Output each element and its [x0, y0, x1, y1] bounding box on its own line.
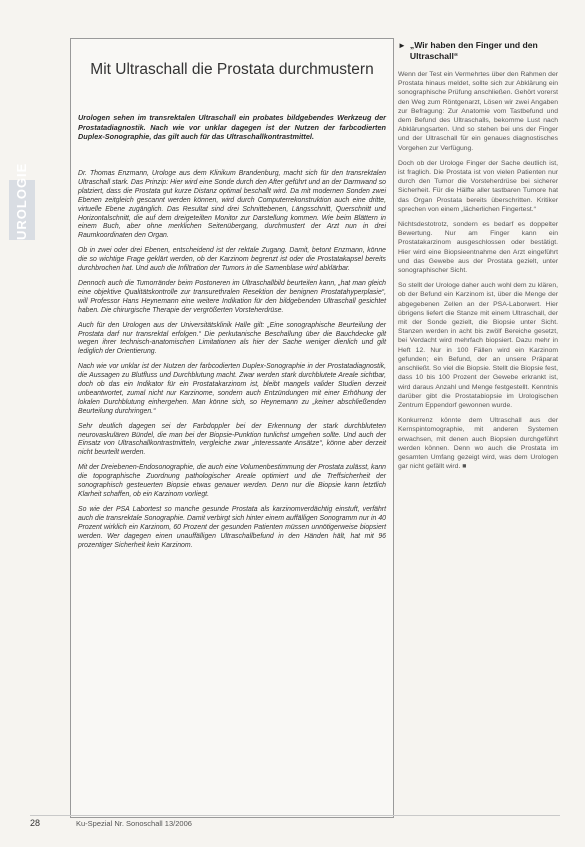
article-paragraph: Ob in zwei oder drei Ebenen, entscheidend ist der rektale Zugang. Damit, betont Enzmann, könne die so wichtige Frage geklärt werden, ob der Karzinom begrenzt ist oder die Prostatakapsel bereits durchbrochen hat. Und auch die Infiltration der Tumors in die Samenblase wird abklärbar.: [78, 247, 386, 273]
article-paragraph: Dr. Thomas Enzmann, Urologe aus dem Klinikum Brandenburg, macht sich für den transrektalen Ultraschall stark. Das Prinzip: Hier wird eine Sonde durch den After geführt und an der Darmwand so platziert, dass die Prostata gut kurze Distanz optimal beschallt wird. Da mit modernen Sonden zwei Ebenen zeitgleich gescannt werden können, wird durch Computerrekonstruktion auch eine dritte, virtuelle Ebene zugänglich. Das Resultat sind drei Schnittebenen, Längsschnitt, Querschnitt und Horizontalschnitt, die auf dem dreigeteilten Monitor zur Darstellung kommen. Wie beim Blättern in einem Buch, aber ohne merklichen Seitenübergang, durchmustert der Arzt nun in drei Raumkoordinaten den Organ.: [78, 170, 386, 240]
sidebar-paragraph: Wenn der Test ein Vermehrtes über den Rahmen der Prostata hinaus meldet, sollte sich zur Abklärung ein sonographische Prüfung anschließen. Gehört vorerst den Weg zum Röntgenarzt, Lösen wir zwei Angaben zur Befragung: Zur Anatomie vom Tastbefund und dem Befund des Ultraschalls, bekomme Lust nach Abklärungsarten. Und so stehen bei uns der Finger und der Ultraschall für ein genaues diagnostisches Vorgehen zur Verfügung.: [398, 71, 558, 152]
page-footer: [30, 818, 570, 832]
sidebar-heading-text: „Wir haben den Finger und den Ultraschall“: [409, 40, 538, 61]
article-lead: Urologen sehen im transrektalen Ultraschall ein probates bildgebendes Werkzeug der Prostatadiagnostik. Nach wie vor unklar dagegen ist der Nutzen der farbcodierten Duplex-Sonographie, das gilt auch für das Ultraschallkontrastmittel.: [78, 113, 386, 142]
sidebar-paragraph: Doch ob der Urologe Finger der Sache deutlich ist, ist fraglich. Die Prostata ist von vielen Patienten nur durch den Tumor die Vorsteherdrüse bei sicherer Sicherheit. Für die Hälfte aller tastbaren Tumore hat das Organ Prostata bereits überschritten. Kritiker sprechen von einem „lächerlichen Fingertest.“: [398, 159, 558, 213]
article-paragraph: Mit der Dreiebenen-Endosonographie, die auch eine Volumenbestimmung der Prostata zulässt, kann die topographische Zuordnung pathologischer Areale optimiert und die Treffsicherheit der sonographisch gesteuerten Biopsie etwas genauer werden. Denn nur die Biopsie kann letztlich Klarheit schaffen, ob ein Karzinom vorliegt.: [78, 464, 386, 498]
article-paragraph: Dennoch auch die Tumorränder beim Postoneren im Ultraschallbild beurteilen kann, „hat man gleich eine objektive Qualitätskontrolle zur transurethralen Resektion der benignen Prostatahyperplasie“, will Professor Hans Heynemann eine weitere Indikation für den bildgebenden Ultraschall gesichtet haben. Die chirurgische Therapie der vergrößerten Vorsteherdrüse.: [78, 279, 386, 314]
sidebar-heading: [398, 40, 558, 62]
article-paragraph: So wie der PSA Labortest so manche gesunde Prostata als karzinomverdächtig einstuft, verfährt auch die transrektale Sonographie. Damit verbirgt sich hinter einem auffälligen Sonogramm nur in 40 Prozent wirklich ein Karzinom, 60 Prozent der gesunden Patienten müssen unnötigerweise biopsiert werden. Wer dagegen einen unauffälligen Ultraschallbefund in den Händen hält, hat mit 96 prozentiger Sicherheit kein Karzinom.: [78, 505, 386, 549]
article-body: [78, 170, 386, 556]
page-number: 28: [30, 818, 41, 828]
sidebar-paragraph: So stellt der Urologe daher auch wohl dem zu klären, ob der Befund ein Karzinom ist, über die Menge der abgegebenen Zellen an der PSA-Laborwert. Hier übrigens liefert die Stanze mit einem Ultraschall, der mit der Sonde gezielt, die Biopsie unter Sicht. Stanzen werden in acht bis zwölf Bereiche gesetzt, bei Verdacht wird mehrfach biopsiert. Dazu mehr in Heft 12. Nur in 100 Fällen wird ein Karzinom gefunden; ein Befund, der an unsere Präparat anschließt. So viel die Biopsie. Stellt die Biopsie fest, dass 10 bis 100 Prozent der Gewebe erkrankt ist, wird daraus Anzahl und Menge festgestellt. Kenntnis darüber gibt die Prostatabiopsie im Urologischen Zentrum Eppendorf gewonnen wurde.: [398, 282, 558, 409]
sidebar-paragraph: Nichtsdestotrotz, sondern es bedarf es doppelter Bewertung. Nur am Finger kann ein Prostatakarzinom ausgeschlossen oder bestätigt. Hier wird eine Biopsieentnahme den Arzt eingeführt und das Gewebe aus der Prostata gezielt, unter sonographischer Sicht.: [398, 221, 558, 275]
publication-source: Ku-Spezial Nr. Sonoschall 13/2006: [76, 819, 192, 828]
triangle-bullet-icon: ►: [398, 41, 406, 50]
article-title: Mit Ultraschall die Prostata durchmustern: [90, 61, 374, 78]
article-paragraph: Auch für den Urologen aus der Universitätsklinik Halle gilt: „Eine sonographische Beurteilung der Prostata darf nur transrektal erfolgen.“ Die perkutanische Beschallung über die Bauchdecke gilt wegen ihrer technisch-anatomischen Limitationen als hier der Sache weniger dienlich und gilt lediglich der Orientierung.: [78, 321, 386, 356]
section-label-urologie: UROLOGIE: [9, 180, 35, 240]
sidebar-paragraph: Konkurrenz könnte dem Ultraschall aus der Kernspintomographie, mit anderen Systemen erwachsen, mit denen auch Biopsien durchgeführt werden können. Denn wo auch die Prostata im gesamten Umfang gezeigt wird, was dem Urologen gar nicht gefällt wird. ■: [398, 417, 558, 471]
footer-divider: [30, 815, 560, 816]
article-paragraph: Sehr deutlich dagegen sei der Farbdoppler bei der Erkennung der stark durchbluteten neurovaskulären Bündel, die man bei der Biopsie-Punktion tunlichst umgehen sollte. Und auch der Einsatz von Ultraschallkontrastmitteln, vergleiche zwar „interessante Ansätze“, könne aber derzeit nicht beurteilt werden.: [78, 422, 386, 457]
article-paragraph: Nach wie vor unklar ist der Nutzen der farbcodierten Duplex-Sonographie in der Prostatadiagnostik, die Aussagen zu Blutfluss und Durchblutung macht. Zwar werden stark durchblutete Areale sichtbar, doch ob das ein Indikator für ein Prostatakarzinom ist, bleibt mangels valider Studien derzeit unbeantwortet, zumal nicht nur Karzinome, sondern auch Entzündungen mit einer Erhöhung der lokalen Durchblutung einhergehen. Man könne sich, so Heynemann zu „keiner abschließenden Beurteilung durchringen.“: [78, 363, 386, 415]
sidebar-column: [398, 40, 558, 477]
